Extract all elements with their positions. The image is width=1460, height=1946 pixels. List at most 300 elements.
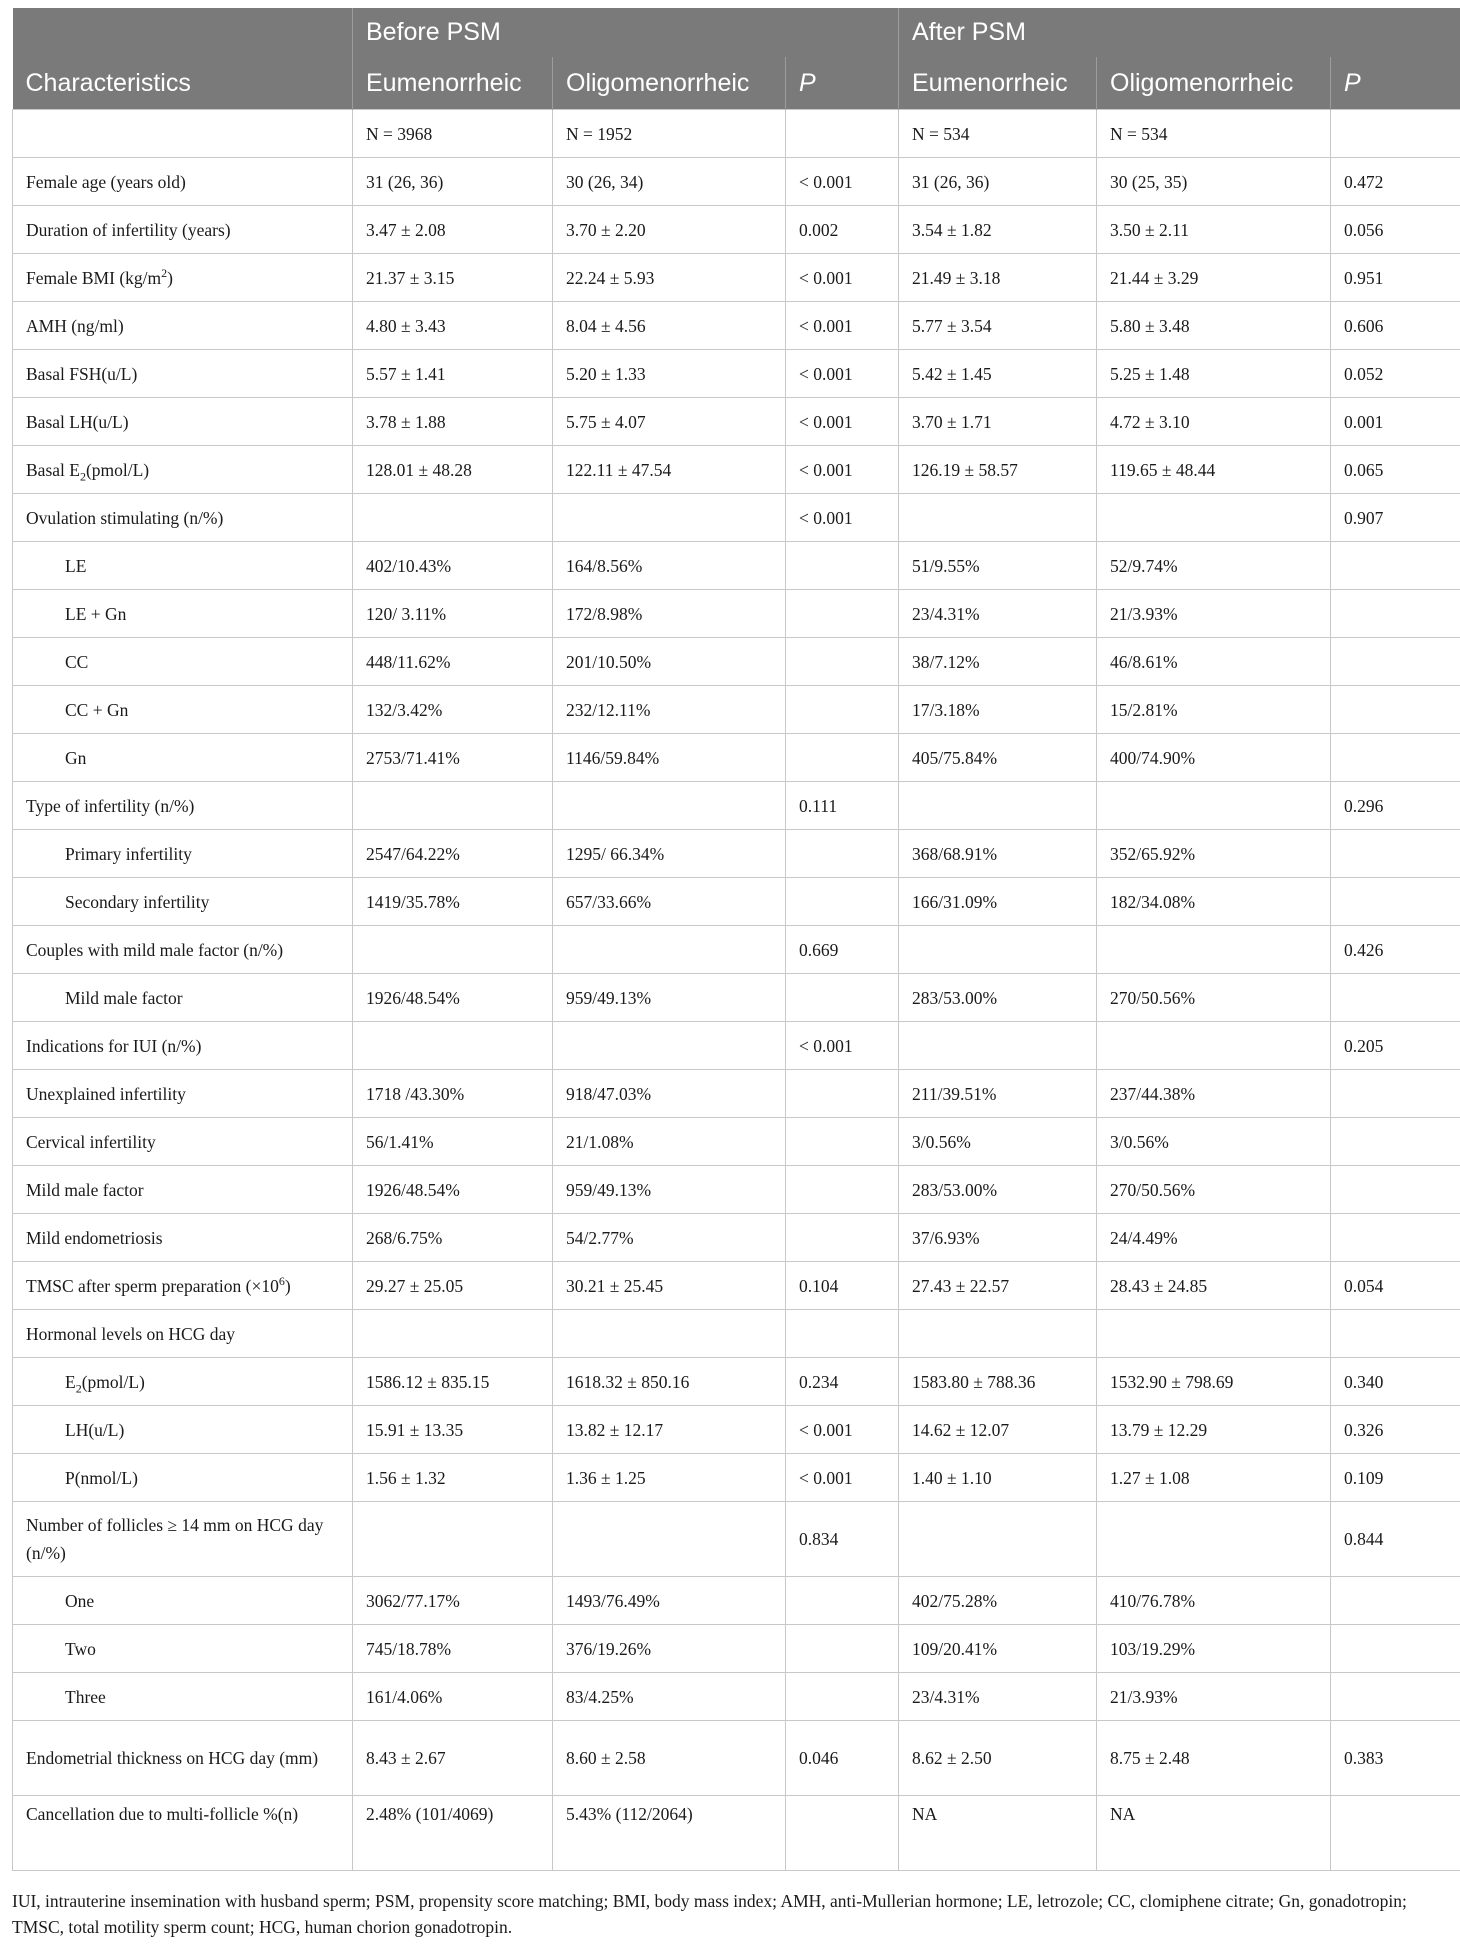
- table-row: [13, 1502, 1460, 1577]
- table-row: [13, 1577, 1460, 1625]
- column-header-eumenorrheic-after: Eumenorrheic: [899, 57, 1097, 110]
- eumenorrheic-before-cell: 1926/48.54%: [353, 1166, 553, 1214]
- eumenorrheic-after-cell: [899, 926, 1097, 974]
- table-body: [13, 110, 1460, 1871]
- characteristic-label: One: [65, 1590, 95, 1611]
- eumenorrheic-before-cell: 268/6.75%: [353, 1214, 553, 1262]
- eumenorrheic-before-cell: 1419/35.78%: [353, 878, 553, 926]
- eumenorrheic-after-cell: 8.62 ± 2.50: [899, 1721, 1097, 1796]
- eumenorrheic-after-cell: 126.19 ± 58.57: [899, 446, 1097, 494]
- characteristic-label-cell: [13, 1166, 353, 1214]
- characteristic-label-cell: [13, 1214, 353, 1262]
- p-value-after-cell: 0.383: [1331, 1721, 1460, 1796]
- oligomenorrheic-before-cell: 30.21 ± 25.45: [553, 1262, 786, 1310]
- eumenorrheic-after-cell: 3.70 ± 1.71: [899, 398, 1097, 446]
- table-row: [13, 1310, 1460, 1358]
- eumenorrheic-after-cell: 166/31.09%: [899, 878, 1097, 926]
- column-header-p-after: P: [1331, 57, 1460, 110]
- oligomenorrheic-after-cell: 13.79 ± 12.29: [1097, 1406, 1331, 1454]
- p-value-after-cell: 0.054: [1331, 1262, 1460, 1310]
- p-value-before-cell: 0.104: [786, 1262, 899, 1310]
- label-superscript: 2: [161, 265, 168, 280]
- oligomenorrheic-before-cell: [553, 1022, 786, 1070]
- characteristic-label-cell: [13, 206, 353, 254]
- oligomenorrheic-after-cell: 24/4.49%: [1097, 1214, 1331, 1262]
- characteristic-label: TMSC after sperm preparation (×10: [26, 1275, 279, 1296]
- p-value-before-cell: [786, 830, 899, 878]
- p-value-after-cell: 0.606: [1331, 302, 1460, 350]
- table-row: [13, 878, 1460, 926]
- characteristic-label: Primary infertility: [65, 843, 192, 864]
- characteristic-label-cell: [13, 782, 353, 830]
- characteristic-label: E: [65, 1371, 76, 1392]
- table-row: [13, 302, 1460, 350]
- p-value-before-cell: [786, 110, 899, 158]
- p-value-after-cell: [1331, 974, 1460, 1022]
- p-value-before-cell: < 0.001: [786, 350, 899, 398]
- characteristic-label-cell: [13, 1796, 353, 1871]
- p-value-before-cell: 0.669: [786, 926, 899, 974]
- eumenorrheic-before-cell: 745/18.78%: [353, 1625, 553, 1673]
- characteristic-label-cell: [13, 878, 353, 926]
- oligomenorrheic-before-cell: 22.24 ± 5.93: [553, 254, 786, 302]
- table-header: [13, 8, 1460, 110]
- p-value-after-cell: [1331, 1166, 1460, 1214]
- characteristic-label: Duration of infertility (years): [26, 219, 231, 240]
- oligomenorrheic-after-cell: N = 534: [1097, 110, 1331, 158]
- oligomenorrheic-before-cell: 1.36 ± 1.25: [553, 1454, 786, 1502]
- p-value-after-cell: [1331, 830, 1460, 878]
- oligomenorrheic-before-cell: 172/8.98%: [553, 590, 786, 638]
- characteristic-label-cell: [13, 830, 353, 878]
- eumenorrheic-before-cell: [353, 926, 553, 974]
- p-value-before-cell: [786, 878, 899, 926]
- eumenorrheic-after-cell: [899, 494, 1097, 542]
- oligomenorrheic-before-cell: 918/47.03%: [553, 1070, 786, 1118]
- characteristic-label: Gn: [65, 747, 87, 768]
- table-row: [13, 446, 1460, 494]
- eumenorrheic-after-cell: 27.43 ± 22.57: [899, 1262, 1097, 1310]
- p-value-after-cell: 0.844: [1331, 1502, 1460, 1577]
- table-row: [13, 158, 1460, 206]
- eumenorrheic-before-cell: 5.57 ± 1.41: [353, 350, 553, 398]
- characteristic-label-cell: [13, 110, 353, 158]
- oligomenorrheic-after-cell: 8.75 ± 2.48: [1097, 1721, 1331, 1796]
- p-value-after-cell: 0.052: [1331, 350, 1460, 398]
- characteristic-label: LE + Gn: [65, 603, 127, 624]
- p-value-before-cell: [786, 1673, 899, 1721]
- characteristic-label-cell: [13, 1577, 353, 1625]
- oligomenorrheic-after-cell: 352/65.92%: [1097, 830, 1331, 878]
- p-value-before-cell: [786, 542, 899, 590]
- eumenorrheic-before-cell: 4.80 ± 3.43: [353, 302, 553, 350]
- eumenorrheic-after-cell: 17/3.18%: [899, 686, 1097, 734]
- oligomenorrheic-before-cell: 13.82 ± 12.17: [553, 1406, 786, 1454]
- eumenorrheic-after-cell: 109/20.41%: [899, 1625, 1097, 1673]
- characteristic-label-suffix: (pmol/L): [81, 1371, 145, 1392]
- table-footnote: IUI, intrauterine insemination with husband sperm; PSM, propensity score matching; BMI, body mass index; AMH, anti-Mullerian hormone; LE, letrozole; CC, clomiphene citrate; Gn, gonadotropin; TMSC, total motility sperm count; HCG, human chorion gonadotropin.: [12, 1891, 1407, 1937]
- p-value-after-cell: 0.472: [1331, 158, 1460, 206]
- eumenorrheic-after-cell: 31 (26, 36): [899, 158, 1097, 206]
- characteristic-label: Endometrial thickness on HCG day (mm): [26, 1748, 319, 1768]
- characteristic-label-cell: [13, 1070, 353, 1118]
- characteristic-label: Cancellation due to multi-follicle %(n): [26, 1804, 299, 1824]
- eumenorrheic-after-cell: 283/53.00%: [899, 1166, 1097, 1214]
- characteristic-label-cell: [13, 254, 353, 302]
- p-value-before-cell: 0.234: [786, 1358, 899, 1406]
- oligomenorrheic-before-cell: [553, 782, 786, 830]
- table-row: [13, 1625, 1460, 1673]
- oligomenorrheic-after-cell: 5.80 ± 3.48: [1097, 302, 1331, 350]
- oligomenorrheic-after-cell: 103/19.29%: [1097, 1625, 1331, 1673]
- p-value-before-cell: [786, 1577, 899, 1625]
- characteristic-label: P(nmol/L): [65, 1467, 138, 1488]
- oligomenorrheic-before-cell: 201/10.50%: [553, 638, 786, 686]
- characteristic-label: CC: [65, 651, 89, 672]
- eumenorrheic-before-cell: N = 3968: [353, 110, 553, 158]
- p-value-after-cell: 0.426: [1331, 926, 1460, 974]
- table-row: [13, 638, 1460, 686]
- p-value-before-cell: [786, 686, 899, 734]
- p-value-after-cell: [1331, 1310, 1460, 1358]
- p-value-after-cell: [1331, 110, 1460, 158]
- eumenorrheic-after-cell: 3.54 ± 1.82: [899, 206, 1097, 254]
- table-row: [13, 494, 1460, 542]
- characteristic-label-cell: [13, 350, 353, 398]
- characteristic-label: Couples with mild male factor (n/%): [26, 939, 284, 960]
- p-value-after-cell: [1331, 1070, 1460, 1118]
- p-value-after-cell: [1331, 1673, 1460, 1721]
- p-value-before-cell: [786, 1625, 899, 1673]
- p-value-before-cell: [786, 1310, 899, 1358]
- table-row: [13, 830, 1460, 878]
- table-row: [13, 1118, 1460, 1166]
- p-value-after-cell: [1331, 1796, 1460, 1871]
- eumenorrheic-after-cell: 402/75.28%: [899, 1577, 1097, 1625]
- p-value-after-cell: [1331, 1214, 1460, 1262]
- p-value-after-cell: 0.109: [1331, 1454, 1460, 1502]
- column-header-p-before: P: [786, 57, 899, 110]
- oligomenorrheic-after-cell: [1097, 926, 1331, 974]
- p-value-after-cell: [1331, 590, 1460, 638]
- p-value-before-cell: < 0.001: [786, 1406, 899, 1454]
- eumenorrheic-before-cell: [353, 782, 553, 830]
- eumenorrheic-after-cell: [899, 1502, 1097, 1577]
- characteristic-label-cell: [13, 1262, 353, 1310]
- p-value-before-cell: < 0.001: [786, 446, 899, 494]
- characteristic-label-cell: [13, 1721, 353, 1796]
- oligomenorrheic-before-cell: 959/49.13%: [553, 974, 786, 1022]
- table-row: [13, 206, 1460, 254]
- characteristic-label: Type of infertility (n/%): [26, 795, 195, 816]
- oligomenorrheic-after-cell: 15/2.81%: [1097, 686, 1331, 734]
- p-value-before-cell: < 0.001: [786, 398, 899, 446]
- oligomenorrheic-before-cell: 657/33.66%: [553, 878, 786, 926]
- p-value-before-cell: < 0.001: [786, 158, 899, 206]
- oligomenorrheic-before-cell: 5.20 ± 1.33: [553, 350, 786, 398]
- characteristic-label-cell: [13, 542, 353, 590]
- table-row: [13, 1262, 1460, 1310]
- table-row: [13, 1796, 1460, 1871]
- characteristic-label-cell: [13, 158, 353, 206]
- characteristics-table: [12, 8, 1460, 1871]
- characteristic-label: Hormonal levels on HCG day: [26, 1323, 235, 1344]
- column-header-oligomenorrheic-after: Oligomenorrheic: [1097, 57, 1331, 110]
- eumenorrheic-before-cell: 161/4.06%: [353, 1673, 553, 1721]
- oligomenorrheic-after-cell: 182/34.08%: [1097, 878, 1331, 926]
- characteristic-label: Number of follicles ≥ 14 mm on HCG day (n/%): [26, 1515, 324, 1563]
- eumenorrheic-before-cell: 3062/77.17%: [353, 1577, 553, 1625]
- eumenorrheic-before-cell: 128.01 ± 48.28: [353, 446, 553, 494]
- table-row: [13, 590, 1460, 638]
- table-row: [13, 974, 1460, 1022]
- p-value-before-cell: [786, 638, 899, 686]
- eumenorrheic-before-cell: 8.43 ± 2.67: [353, 1721, 553, 1796]
- eumenorrheic-after-cell: 405/75.84%: [899, 734, 1097, 782]
- characteristic-label-cell: [13, 1358, 353, 1406]
- eumenorrheic-after-cell: 5.77 ± 3.54: [899, 302, 1097, 350]
- oligomenorrheic-before-cell: 122.11 ± 47.54: [553, 446, 786, 494]
- label-subscript: 2: [75, 1381, 82, 1395]
- oligomenorrheic-after-cell: [1097, 1502, 1331, 1577]
- oligomenorrheic-before-cell: 376/19.26%: [553, 1625, 786, 1673]
- oligomenorrheic-before-cell: 1493/76.49%: [553, 1577, 786, 1625]
- p-value-before-cell: < 0.001: [786, 1022, 899, 1070]
- p-value-after-cell: 0.001: [1331, 398, 1460, 446]
- eumenorrheic-after-cell: 3/0.56%: [899, 1118, 1097, 1166]
- p-value-after-cell: [1331, 1118, 1460, 1166]
- characteristic-label-cell: [13, 1022, 353, 1070]
- p-value-before-cell: < 0.001: [786, 254, 899, 302]
- characteristic-label-cell: [13, 590, 353, 638]
- p-value-before-cell: 0.002: [786, 206, 899, 254]
- p-value-before-cell: [786, 1118, 899, 1166]
- eumenorrheic-before-cell: 1926/48.54%: [353, 974, 553, 1022]
- characteristic-label-cell: [13, 302, 353, 350]
- oligomenorrheic-before-cell: 8.04 ± 4.56: [553, 302, 786, 350]
- header-empty-cell: [13, 8, 353, 57]
- eumenorrheic-before-cell: [353, 494, 553, 542]
- oligomenorrheic-before-cell: [553, 1502, 786, 1577]
- eumenorrheic-before-cell: 1718 /43.30%: [353, 1070, 553, 1118]
- oligomenorrheic-after-cell: 5.25 ± 1.48: [1097, 350, 1331, 398]
- p-value-after-cell: 0.296: [1331, 782, 1460, 830]
- eumenorrheic-before-cell: [353, 1310, 553, 1358]
- characteristic-label: Basal FSH(u/L): [26, 363, 138, 384]
- characteristic-label: Unexplained infertility: [26, 1083, 186, 1104]
- p-value-after-cell: 0.056: [1331, 206, 1460, 254]
- oligomenorrheic-after-cell: 28.43 ± 24.85: [1097, 1262, 1331, 1310]
- p-value-before-cell: < 0.001: [786, 1454, 899, 1502]
- table-row: [13, 110, 1460, 158]
- oligomenorrheic-after-cell: 119.65 ± 48.44: [1097, 446, 1331, 494]
- characteristic-label: Basal LH(u/L): [26, 411, 129, 432]
- eumenorrheic-before-cell: 29.27 ± 25.05: [353, 1262, 553, 1310]
- eumenorrheic-before-cell: 21.37 ± 3.15: [353, 254, 553, 302]
- characteristic-label: AMH (ng/ml): [26, 315, 124, 336]
- oligomenorrheic-after-cell: 4.72 ± 3.10: [1097, 398, 1331, 446]
- eumenorrheic-before-cell: 15.91 ± 13.35: [353, 1406, 553, 1454]
- column-header-eumenorrheic-before: Eumenorrheic: [353, 57, 553, 110]
- characteristic-label-cell: [13, 734, 353, 782]
- oligomenorrheic-before-cell: 232/12.11%: [553, 686, 786, 734]
- characteristic-label: Cervical infertility: [26, 1131, 156, 1152]
- characteristic-label: CC + Gn: [65, 699, 129, 720]
- oligomenorrheic-after-cell: NA: [1097, 1796, 1331, 1871]
- eumenorrheic-before-cell: 1.56 ± 1.32: [353, 1454, 553, 1502]
- table-row: [13, 1721, 1460, 1796]
- oligomenorrheic-before-cell: [553, 494, 786, 542]
- table-row: [13, 254, 1460, 302]
- p-value-before-cell: 0.111: [786, 782, 899, 830]
- eumenorrheic-before-cell: 1586.12 ± 835.15: [353, 1358, 553, 1406]
- table-row: [13, 398, 1460, 446]
- eumenorrheic-before-cell: 3.78 ± 1.88: [353, 398, 553, 446]
- p-value-after-cell: [1331, 1577, 1460, 1625]
- eumenorrheic-before-cell: 2753/71.41%: [353, 734, 553, 782]
- p-value-after-cell: [1331, 1625, 1460, 1673]
- eumenorrheic-after-cell: 37/6.93%: [899, 1214, 1097, 1262]
- p-value-after-cell: 0.065: [1331, 446, 1460, 494]
- table-row: [13, 926, 1460, 974]
- characteristic-label: Mild endometriosis: [26, 1227, 163, 1248]
- eumenorrheic-after-cell: [899, 1310, 1097, 1358]
- p-value-after-cell: 0.951: [1331, 254, 1460, 302]
- oligomenorrheic-before-cell: N = 1952: [553, 110, 786, 158]
- column-header-characteristics: Characteristics: [13, 57, 353, 110]
- oligomenorrheic-after-cell: [1097, 782, 1331, 830]
- characteristic-label: Two: [65, 1638, 96, 1659]
- oligomenorrheic-before-cell: [553, 926, 786, 974]
- eumenorrheic-after-cell: [899, 782, 1097, 830]
- characteristic-label-cell: [13, 398, 353, 446]
- characteristic-label: Basal E: [26, 459, 80, 480]
- table-row: [13, 1454, 1460, 1502]
- characteristic-label: Mild male factor: [65, 987, 183, 1008]
- oligomenorrheic-after-cell: 270/50.56%: [1097, 974, 1331, 1022]
- p-value-before-cell: [786, 1214, 899, 1262]
- table-row: [13, 542, 1460, 590]
- oligomenorrheic-after-cell: 21/3.93%: [1097, 590, 1331, 638]
- oligomenorrheic-before-cell: [553, 1310, 786, 1358]
- eumenorrheic-after-cell: 368/68.91%: [899, 830, 1097, 878]
- oligomenorrheic-before-cell: 3.70 ± 2.20: [553, 206, 786, 254]
- eumenorrheic-after-cell: 283/53.00%: [899, 974, 1097, 1022]
- oligomenorrheic-after-cell: 1532.90 ± 798.69: [1097, 1358, 1331, 1406]
- oligomenorrheic-after-cell: 1.27 ± 1.08: [1097, 1454, 1331, 1502]
- oligomenorrheic-before-cell: 83/4.25%: [553, 1673, 786, 1721]
- table-row: [13, 1070, 1460, 1118]
- eumenorrheic-after-cell: 21.49 ± 3.18: [899, 254, 1097, 302]
- oligomenorrheic-after-cell: 3.50 ± 2.11: [1097, 206, 1331, 254]
- characteristic-label-suffix: ): [284, 1275, 291, 1296]
- characteristic-label-cell: [13, 1118, 353, 1166]
- oligomenorrheic-after-cell: 46/8.61%: [1097, 638, 1331, 686]
- p-value-after-cell: [1331, 638, 1460, 686]
- eumenorrheic-before-cell: 56/1.41%: [353, 1118, 553, 1166]
- label-superscript: 6: [278, 1273, 285, 1288]
- oligomenorrheic-before-cell: 8.60 ± 2.58: [553, 1721, 786, 1796]
- eumenorrheic-before-cell: 31 (26, 36): [353, 158, 553, 206]
- p-value-before-cell: [786, 1070, 899, 1118]
- eumenorrheic-after-cell: NA: [899, 1796, 1097, 1871]
- table-row: [13, 734, 1460, 782]
- label-subscript: 2: [79, 469, 86, 483]
- group-header-before-psm: Before PSM: [353, 8, 899, 57]
- p-value-after-cell: 0.340: [1331, 1358, 1460, 1406]
- eumenorrheic-before-cell: 132/3.42%: [353, 686, 553, 734]
- p-value-after-cell: 0.205: [1331, 1022, 1460, 1070]
- p-value-after-cell: [1331, 542, 1460, 590]
- eumenorrheic-after-cell: 211/39.51%: [899, 1070, 1097, 1118]
- oligomenorrheic-before-cell: 959/49.13%: [553, 1166, 786, 1214]
- oligomenorrheic-before-cell: 54/2.77%: [553, 1214, 786, 1262]
- table-row: [13, 686, 1460, 734]
- column-header-oligomenorrheic-before: Oligomenorrheic: [553, 57, 786, 110]
- p-value-before-cell: [786, 974, 899, 1022]
- eumenorrheic-before-cell: 3.47 ± 2.08: [353, 206, 553, 254]
- characteristic-label-cell: [13, 974, 353, 1022]
- characteristic-label: LE: [65, 555, 87, 576]
- table-row: [13, 350, 1460, 398]
- oligomenorrheic-before-cell: 5.75 ± 4.07: [553, 398, 786, 446]
- oligomenorrheic-after-cell: [1097, 1310, 1331, 1358]
- eumenorrheic-after-cell: 51/9.55%: [899, 542, 1097, 590]
- p-value-after-cell: [1331, 686, 1460, 734]
- p-value-before-cell: 0.834: [786, 1502, 899, 1577]
- oligomenorrheic-before-cell: 5.43% (112/2064): [553, 1796, 786, 1871]
- eumenorrheic-after-cell: 1.40 ± 1.10: [899, 1454, 1097, 1502]
- characteristic-label-cell: [13, 1310, 353, 1358]
- eumenorrheic-after-cell: 1583.80 ± 788.36: [899, 1358, 1097, 1406]
- oligomenorrheic-after-cell: 52/9.74%: [1097, 542, 1331, 590]
- characteristic-label: Indications for IUI (n/%): [26, 1035, 202, 1056]
- oligomenorrheic-before-cell: 30 (26, 34): [553, 158, 786, 206]
- eumenorrheic-after-cell: 5.42 ± 1.45: [899, 350, 1097, 398]
- characteristic-label: Female age (years old): [26, 171, 186, 192]
- eumenorrheic-after-cell: 23/4.31%: [899, 590, 1097, 638]
- characteristic-label: Female BMI (kg/m: [26, 267, 162, 288]
- characteristic-label: Mild male factor: [26, 1179, 144, 1200]
- oligomenorrheic-before-cell: 1295/ 66.34%: [553, 830, 786, 878]
- characteristic-label-cell: [13, 926, 353, 974]
- oligomenorrheic-after-cell: 30 (25, 35): [1097, 158, 1331, 206]
- eumenorrheic-after-cell: 14.62 ± 12.07: [899, 1406, 1097, 1454]
- oligomenorrheic-after-cell: 410/76.78%: [1097, 1577, 1331, 1625]
- oligomenorrheic-before-cell: 1618.32 ± 850.16: [553, 1358, 786, 1406]
- eumenorrheic-after-cell: N = 534: [899, 110, 1097, 158]
- characteristic-label-cell: [13, 494, 353, 542]
- characteristic-label-suffix: (pmol/L): [85, 459, 150, 480]
- eumenorrheic-before-cell: [353, 1502, 553, 1577]
- eumenorrheic-after-cell: 38/7.12%: [899, 638, 1097, 686]
- eumenorrheic-before-cell: [353, 1022, 553, 1070]
- table-container: [12, 8, 1460, 1871]
- characteristic-label: LH(u/L): [65, 1419, 125, 1440]
- eumenorrheic-before-cell: 402/10.43%: [353, 542, 553, 590]
- oligomenorrheic-after-cell: 400/74.90%: [1097, 734, 1331, 782]
- p-value-before-cell: < 0.001: [786, 494, 899, 542]
- oligomenorrheic-after-cell: 21.44 ± 3.29: [1097, 254, 1331, 302]
- p-value-before-cell: [786, 1796, 899, 1871]
- characteristic-label-cell: [13, 1673, 353, 1721]
- oligomenorrheic-after-cell: [1097, 494, 1331, 542]
- table-row: [13, 1406, 1460, 1454]
- p-value-after-cell: [1331, 878, 1460, 926]
- oligomenorrheic-after-cell: 270/50.56%: [1097, 1166, 1331, 1214]
- oligomenorrheic-before-cell: 21/1.08%: [553, 1118, 786, 1166]
- eumenorrheic-before-cell: 120/ 3.11%: [353, 590, 553, 638]
